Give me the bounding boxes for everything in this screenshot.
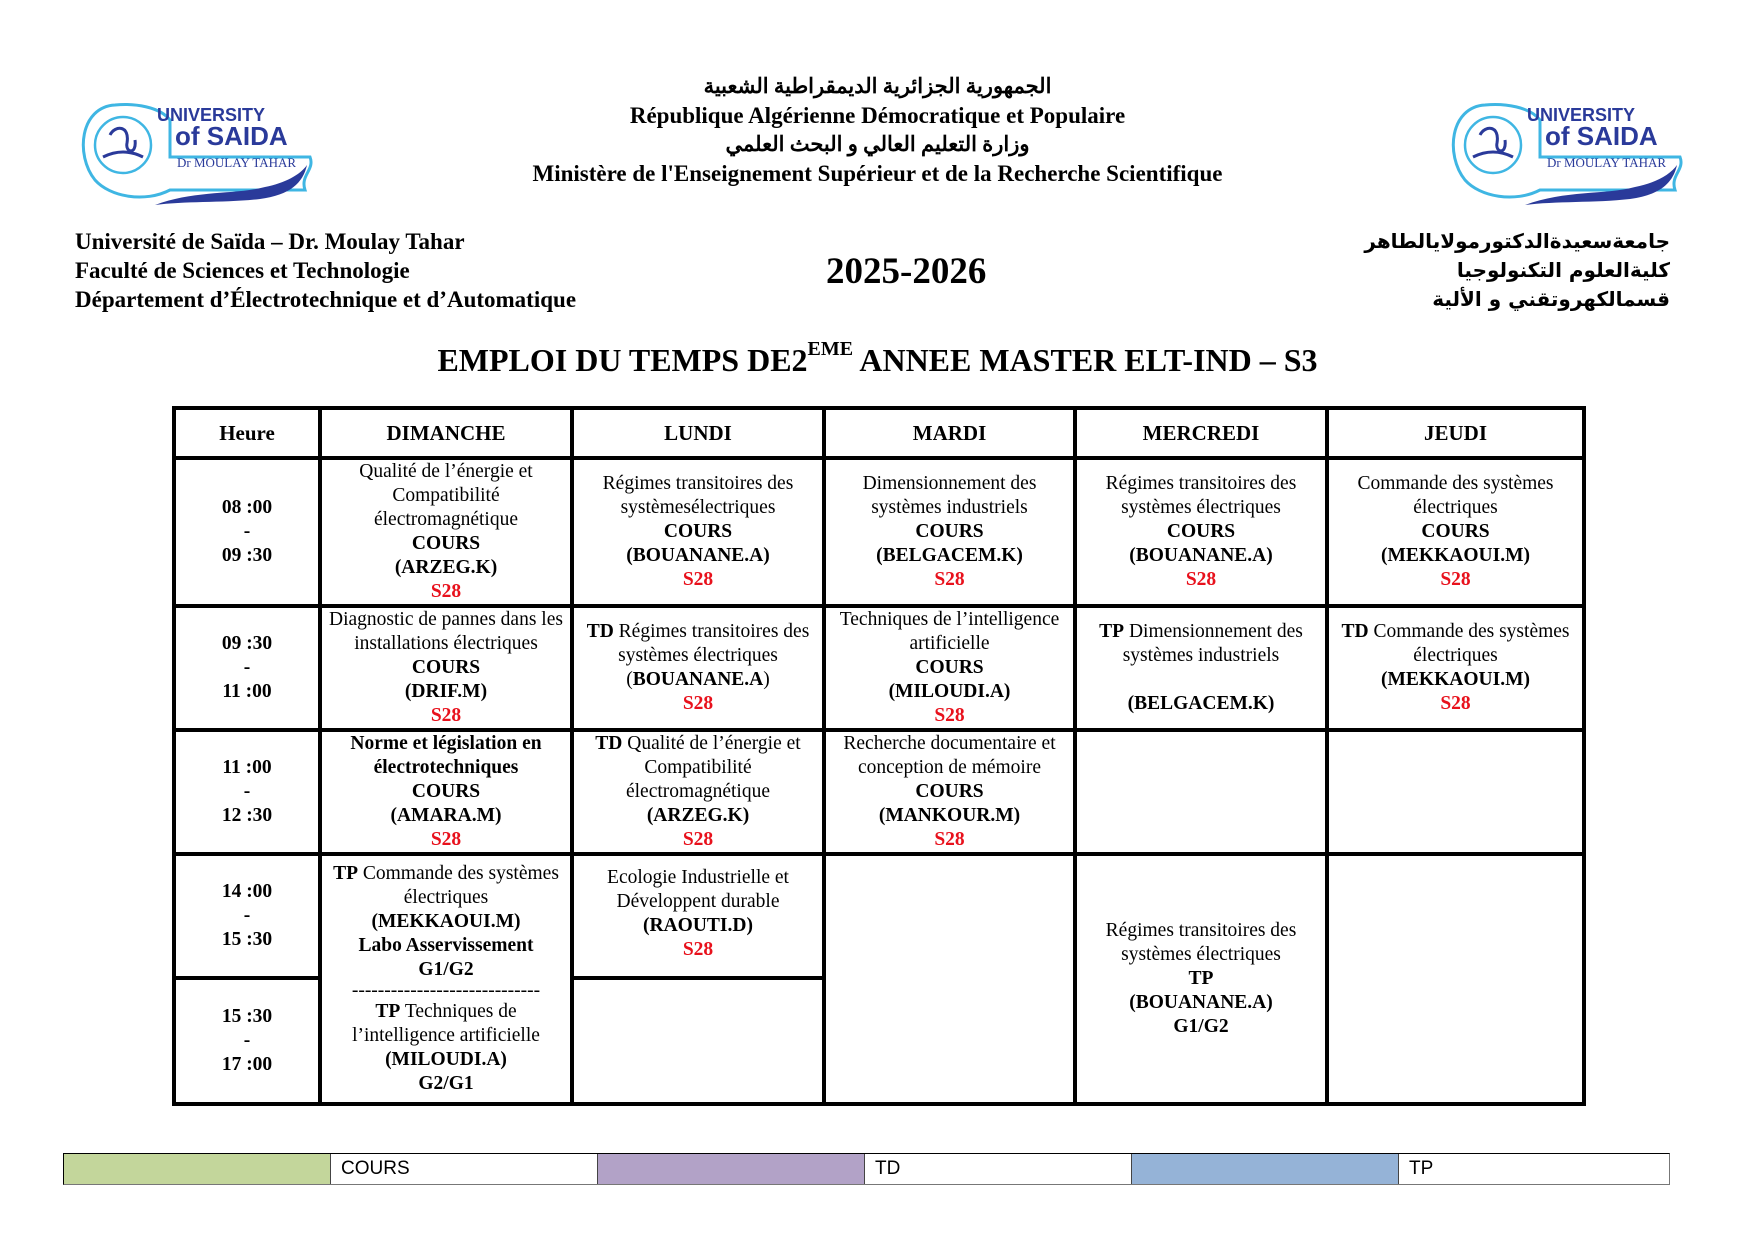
session-groups: G1/G2 — [1173, 1016, 1229, 1037]
session-teacher: (MILOUDI.A) — [385, 1049, 507, 1070]
session-cell[interactable] — [572, 606, 824, 730]
session-subject: Dimensionnement des systèmes industriels — [862, 473, 1037, 518]
session-teacher: (BOUANANE.A) — [1129, 992, 1273, 1013]
time-slot — [174, 606, 320, 730]
session-subject-line — [324, 1000, 568, 1048]
session-subject: Régimes transitoires des systèmesélectriques — [602, 473, 794, 518]
session-subject-line — [576, 620, 820, 668]
session-teacher: (AMARA.M) — [390, 805, 502, 826]
session-room: S28 — [682, 829, 714, 850]
time-end: 12 :30 — [221, 805, 273, 826]
time-slot — [174, 854, 320, 978]
title-superscript: EME — [807, 338, 854, 360]
time-end: 15 :30 — [221, 929, 273, 950]
session-subject-line — [324, 862, 568, 910]
session-type: COURS — [411, 781, 481, 802]
col-header-lundi: LUNDI — [572, 408, 824, 458]
session-subject: Qualité de l’énergie et Compatibilité électromagnétique — [359, 461, 533, 530]
session-room: S28 — [934, 705, 965, 726]
header-row — [174, 408, 1584, 458]
col-header-mercredi: MERCREDI — [1075, 408, 1327, 458]
col-header-jeudi: JEUDI — [1327, 408, 1584, 458]
logo-text-university: UNIVERSITY — [157, 105, 266, 125]
session-cell[interactable] — [320, 606, 572, 730]
institution-block-fr — [75, 227, 576, 314]
session-type: COURS — [915, 521, 984, 542]
session-room: S28 — [430, 829, 462, 850]
session-teacher: (MANKOUR.M) — [878, 805, 1021, 826]
legend-label-cours: COURS — [331, 1154, 598, 1184]
session-cell[interactable] — [824, 730, 1075, 854]
session-cell[interactable] — [320, 458, 572, 606]
session-room: S28 — [934, 829, 965, 850]
university-name: Université de Saïda – Dr. Moulay Tahar — [75, 229, 465, 254]
session-type: TP — [1099, 621, 1125, 642]
session-groups: G2/G1 — [418, 1073, 474, 1094]
paren-close: ) — [763, 669, 770, 690]
empty-cell[interactable] — [1327, 730, 1584, 854]
session-subject-line — [1079, 620, 1323, 668]
republic-french: République Algérienne Démocratique et Populaire — [629, 103, 1126, 128]
session-teacher: (ARZEG.K) — [646, 805, 750, 826]
session-type: COURS — [915, 657, 984, 678]
session-teacher: (MILOUDI.A) — [888, 681, 1011, 702]
session-subject: Norme et législation en électrotechniques — [350, 733, 542, 778]
session-cell[interactable] — [572, 854, 824, 978]
session-room: Labo Asservissement — [358, 935, 534, 956]
page-title — [0, 338, 1755, 379]
department-name-ar: قسمالكهروتقني و الألية — [1432, 287, 1670, 311]
legend-swatch-tp — [1132, 1154, 1399, 1184]
spacer — [1079, 668, 1323, 692]
time-slot — [174, 730, 320, 854]
department-name: Département d’Électrotechnique et d’Automatique — [75, 287, 577, 312]
session-subject: Commande des systèmes électriques — [357, 863, 559, 908]
session-teacher: (MEKKAOUI.M) — [371, 911, 521, 932]
empty-cell-merged[interactable] — [1327, 854, 1584, 1104]
session-room: S28 — [1185, 569, 1217, 590]
session-subject: Régimes transitoires des systèmes électriques — [613, 621, 810, 666]
col-header-heure: Heure — [174, 408, 320, 458]
table-row — [174, 606, 1584, 730]
logo-text-university: UNIVERSITY — [1527, 105, 1636, 125]
session-cell-merged[interactable] — [1075, 854, 1327, 1104]
faculty-name-ar: كليةالعلوم التكنولوجيا — [1456, 258, 1670, 282]
session-teacher: (MEKKAOUI.M) — [1381, 545, 1530, 566]
session-cell-merged[interactable] — [320, 854, 572, 1104]
session-cell[interactable] — [1327, 606, 1584, 730]
session-teacher: (BELGACEM.K) — [876, 545, 1023, 566]
session-type: COURS — [1166, 521, 1236, 542]
session-subject-line — [576, 732, 820, 804]
session-room: S28 — [682, 693, 714, 714]
empty-cell[interactable] — [572, 978, 824, 1104]
session-teacher: (DRIF.M) — [404, 681, 488, 702]
session-teacher: (MEKKAOUI.M) — [1381, 669, 1530, 690]
title-part1: EMPLOI DU TEMPS DE2 — [437, 342, 808, 378]
logo-text-saida: of SAIDA — [1545, 121, 1658, 151]
session-teacher: (BELGACEM.K) — [1127, 693, 1275, 714]
session-cell[interactable] — [572, 458, 824, 606]
academic-year: 2025-2026 — [826, 251, 987, 292]
faculty-name: Faculté de Sciences et Technologie — [75, 258, 410, 283]
session-separator: ----------------------------- — [351, 980, 541, 1001]
logo-text-saida: of SAIDA — [175, 121, 288, 151]
session-type: COURS — [411, 533, 481, 554]
session-type: TP — [333, 863, 358, 884]
session-type: COURS — [915, 781, 984, 802]
session-type: COURS — [663, 521, 733, 542]
legend-swatch-cours — [64, 1154, 331, 1184]
session-subject: Régimes transitoires des systèmes électriques — [1105, 920, 1297, 965]
session-type: TD — [595, 733, 623, 754]
time-sep: - — [243, 521, 251, 542]
legend — [63, 1153, 1670, 1185]
empty-cell-merged[interactable] — [824, 854, 1075, 1104]
session-cell[interactable] — [1075, 458, 1327, 606]
legend-swatch-td — [598, 1154, 865, 1184]
session-cell[interactable] — [320, 730, 572, 854]
col-header-mardi: MARDI — [824, 408, 1075, 458]
session-cell[interactable] — [1327, 458, 1584, 606]
session-teacher: (ARZEG.K) — [394, 557, 498, 578]
table-row — [174, 854, 1584, 978]
title-part2: ANNEE MASTER ELT-IND – S3 — [853, 342, 1318, 378]
session-room: S28 — [1440, 569, 1471, 590]
institution-block-ar — [1364, 227, 1670, 314]
session-subject-line — [1331, 620, 1580, 668]
session-type: TD — [1341, 621, 1369, 642]
timetable — [172, 406, 1586, 1106]
ministry-header — [0, 72, 1755, 188]
time-slot — [174, 458, 320, 606]
session-room: S28 — [682, 569, 714, 590]
ministry-arabic: وزارة التعليم العالي و البحث العلمي — [725, 132, 1030, 156]
session-room: S28 — [934, 569, 965, 590]
university-name-ar: جامعةسعيدةالدكتورمولايالطاهر — [1364, 229, 1670, 253]
time-start: 09 :30 — [221, 633, 273, 654]
legend-label-tp: TP — [1409, 1158, 1434, 1179]
time-sep: - — [243, 657, 251, 678]
time-slot — [174, 978, 320, 1104]
time-start: 14 :00 — [221, 881, 273, 902]
session-groups: G1/G2 — [418, 959, 474, 980]
republic-arabic: الجمهورية الجزائرية الديمقراطية الشعبية — [703, 74, 1052, 98]
session-cell[interactable] — [824, 458, 1075, 606]
session-type: TP — [375, 1001, 401, 1022]
session-teacher: (BOUANANE.A) — [1129, 545, 1273, 566]
session-subject: Techniques de l’intelligence artificielle — [352, 1001, 540, 1046]
time-sep: - — [243, 1030, 251, 1051]
table-row — [174, 458, 1584, 606]
session-teacher: (BOUANANE.A) — [626, 545, 770, 566]
session-cell[interactable] — [824, 606, 1075, 730]
session-subject: Ecologie Industrielle et Développent durable — [607, 867, 789, 912]
session-subject: Dimensionnement des systèmes industriels — [1122, 621, 1303, 666]
logo-text-moulay: Dr MOULAY TAHAR — [1547, 155, 1667, 170]
session-type: TD — [586, 621, 614, 642]
session-room: S28 — [1440, 693, 1471, 714]
time-start: 11 :00 — [222, 757, 272, 778]
session-teacher: BOUANANE.A — [632, 669, 764, 690]
session-teacher: (RAOUTI.D) — [643, 915, 753, 936]
col-header-dimanche: DIMANCHE — [320, 408, 572, 458]
session-subject: Régimes transitoires des systèmes électriques — [1105, 473, 1297, 518]
session-teacher-line — [576, 668, 820, 692]
session-subject: Commande des systèmes électriques — [1357, 473, 1554, 518]
session-room: S28 — [682, 939, 714, 960]
time-sep: - — [243, 905, 251, 926]
session-cell[interactable] — [572, 730, 824, 854]
time-end: 11 :00 — [222, 681, 272, 702]
session-subject: Commande des systèmes électriques — [1368, 621, 1570, 666]
empty-cell[interactable] — [1075, 730, 1327, 854]
session-subject: Qualité de l’énergie et Compatibilité électromagnétique — [622, 733, 801, 802]
table-row — [174, 730, 1584, 854]
session-subject: Diagnostic de pannes dans les installations électriques — [329, 609, 563, 654]
session-cell[interactable] — [1075, 606, 1327, 730]
session-type: COURS — [1421, 521, 1490, 542]
time-sep: - — [243, 781, 251, 802]
time-end: 17 :00 — [221, 1054, 273, 1075]
session-room: S28 — [430, 581, 462, 602]
session-room: S28 — [430, 705, 462, 726]
paren-open: ( — [626, 669, 633, 690]
session-type: TP — [1188, 968, 1214, 989]
time-end: 09 :30 — [221, 545, 273, 566]
logo-text-moulay: Dr MOULAY TAHAR — [177, 155, 297, 170]
time-start: 08 :00 — [221, 497, 273, 518]
ministry-french: Ministère de l'Enseignement Supérieur et de la Recherche Scientifique — [532, 161, 1223, 186]
session-subject: Recherche documentaire et conception de mémoire — [843, 733, 1056, 778]
legend-label-td: TD — [865, 1154, 1132, 1184]
session-type: COURS — [411, 657, 481, 678]
time-start: 15 :30 — [221, 1006, 273, 1027]
session-subject: Techniques de l’intelligence artificielle — [839, 609, 1060, 654]
